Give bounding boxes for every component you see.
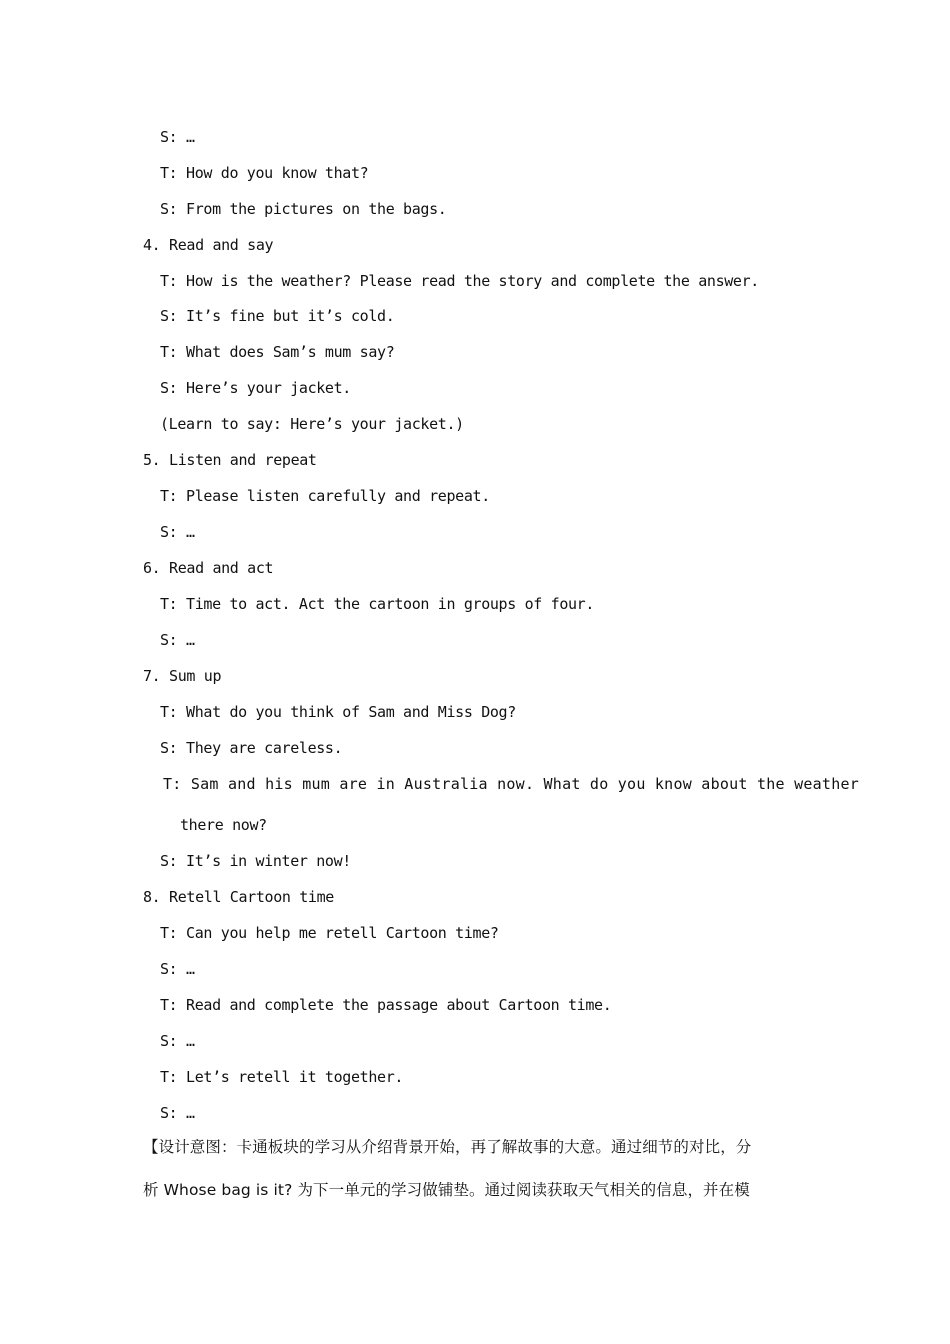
dialogue-line: T: Please listen carefully and repeat. bbox=[160, 487, 490, 505]
dialogue-line-continuation: there now? bbox=[180, 816, 267, 834]
note-line: (Learn to say: Here’s your jacket.) bbox=[160, 415, 464, 433]
dialogue-line: S: From the pictures on the bags. bbox=[160, 200, 447, 218]
design-intent-paragraph: 析 Whose bag is it? 为下一单元的学习做铺垫。通过阅读获取天气相关的信息，并在模 bbox=[143, 1181, 750, 1199]
dialogue-line: S: … bbox=[160, 1104, 195, 1122]
dialogue-line: S: It’s in winter now! bbox=[160, 852, 351, 870]
section-heading: 4. Read and say bbox=[143, 236, 274, 254]
dialogue-line: S: … bbox=[160, 631, 195, 649]
dialogue-line: T: What do you think of Sam and Miss Dog? bbox=[160, 703, 516, 721]
section-heading: 6. Read and act bbox=[143, 559, 274, 577]
section-heading: 7. Sum up bbox=[143, 667, 222, 685]
dialogue-line: T: Let’s retell it together. bbox=[160, 1068, 404, 1086]
dialogue-line: T: Read and complete the passage about Cartoon time. bbox=[160, 996, 612, 1014]
dialogue-line: T: How do you know that? bbox=[160, 164, 369, 182]
dialogue-line: T: Can you help me retell Cartoon time? bbox=[160, 924, 499, 942]
dialogue-line: S: It’s fine but it’s cold. bbox=[160, 307, 395, 325]
dialogue-line: T: Time to act. Act the cartoon in groups of four. bbox=[160, 595, 595, 613]
design-intent-paragraph: 【设计意图：卡通板块的学习从介绍背景开始，再了解故事的大意。通过细节的对比，分 bbox=[143, 1138, 752, 1156]
dialogue-line: T: What does Sam’s mum say? bbox=[160, 343, 395, 361]
dialogue-line: S: … bbox=[160, 523, 195, 541]
dialogue-line: S: Here’s your jacket. bbox=[160, 379, 351, 397]
dialogue-line: S: … bbox=[160, 1032, 195, 1050]
section-heading: 5. Listen and repeat bbox=[143, 451, 317, 469]
dialogue-line: T: Sam and his mum are in Australia now. What do you know about the weather bbox=[163, 775, 860, 793]
section-heading: 8. Retell Cartoon time bbox=[143, 888, 334, 906]
dialogue-line: S: … bbox=[160, 128, 195, 146]
dialogue-line: S: They are careless. bbox=[160, 739, 343, 757]
dialogue-line: S: … bbox=[160, 960, 195, 978]
dialogue-line: T: How is the weather? Please read the story and complete the answer. bbox=[160, 272, 759, 290]
